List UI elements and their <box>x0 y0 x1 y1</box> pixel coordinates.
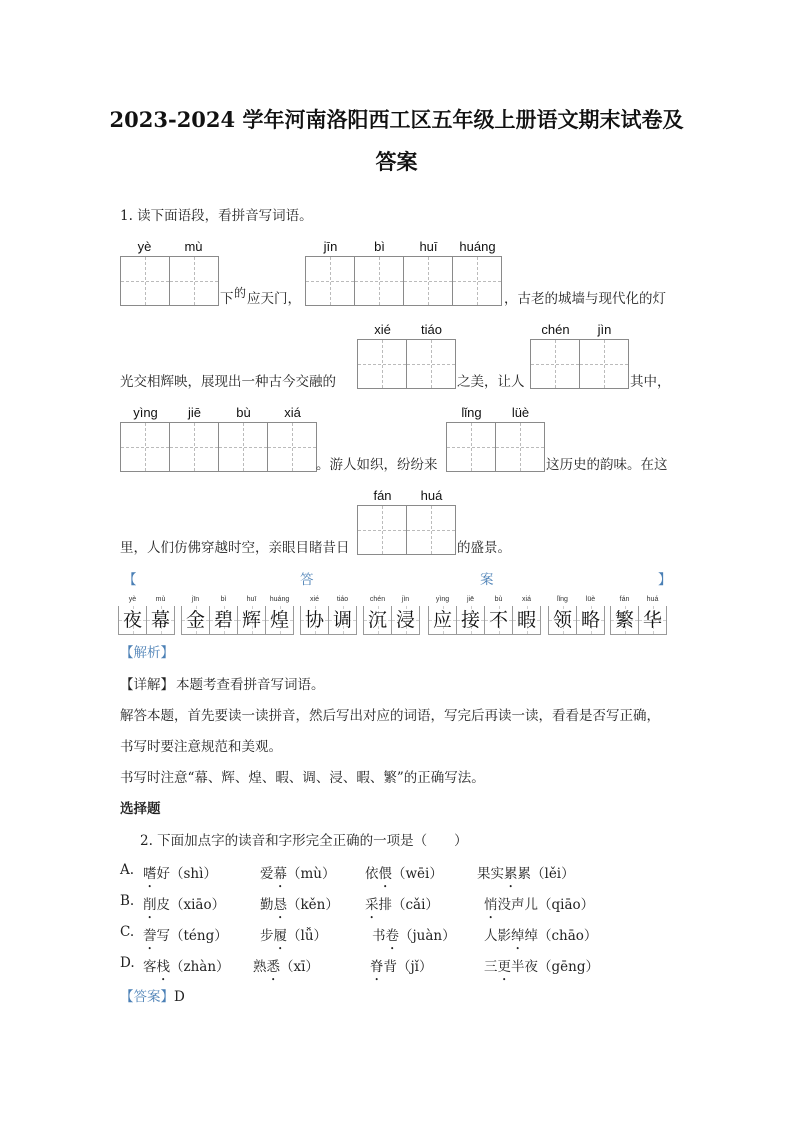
answer-cell <box>392 596 419 634</box>
answer-char: 沉 <box>367 609 387 631</box>
writing-grid-jinbihuihuang[interactable] <box>305 256 502 306</box>
answer-pinyin: huá <box>646 596 659 603</box>
passage-text: ，古老的城墙与现代化的灯 <box>504 291 666 307</box>
pinyin-label: jìn <box>597 322 612 337</box>
dotted-char: 削 <box>143 897 157 913</box>
writing-cell[interactable] <box>170 257 218 305</box>
answer-cell <box>457 596 485 634</box>
answer-cell <box>611 596 639 634</box>
writing-cell[interactable] <box>170 423 219 471</box>
answer-pinyin: jīn <box>191 596 200 603</box>
writing-cell[interactable] <box>407 340 455 388</box>
answer-char: 调 <box>332 609 352 631</box>
document-title-line1: 2023-2024 学年河南洛阳西工区五年级上册语文期末试卷及 <box>109 107 684 132</box>
answer-cell <box>301 596 329 634</box>
pinyin-label: jiē <box>187 405 201 420</box>
answer-cell <box>238 596 266 634</box>
answer-value: D <box>174 989 185 1005</box>
answer-header-char: 答 <box>300 572 314 588</box>
section-heading: 选择题 <box>120 801 161 817</box>
writing-grid-yingjiebuxia[interactable] <box>120 422 317 472</box>
answer-group <box>181 596 294 635</box>
option-a-item: 爱幕（mù） <box>260 866 336 882</box>
option-c-label[interactable]: C. <box>120 924 135 940</box>
question2-prompt: 2. 下面加点字的读音和字形完全正确的一项是（ ） <box>140 833 468 849</box>
answer-cell <box>429 596 457 634</box>
answer-pinyin: lǐng <box>557 596 568 603</box>
dotted-char: 更 <box>497 959 511 975</box>
answer-group <box>118 596 175 635</box>
pinyin-label: jīn <box>323 239 338 254</box>
answer-char: 协 <box>304 609 324 631</box>
explanation-line: 书写时注意“幕、辉、煌、暇、调、浸、暇、繁”的正确写法。 <box>120 770 485 786</box>
answer-cell <box>210 596 238 634</box>
pinyin-label: bù <box>236 405 251 420</box>
writing-cell[interactable] <box>580 340 628 388</box>
answer-cell <box>182 596 210 634</box>
dotted-char: 绰 <box>511 928 525 944</box>
answer-pinyin: xié <box>310 596 319 603</box>
option-d-item: 熟悉（xī） <box>253 959 319 975</box>
option-c-item: 步履（lǚ） <box>260 928 328 944</box>
pinyin-label: yè <box>137 239 152 254</box>
writing-cell[interactable] <box>358 506 407 554</box>
answer-pinyin: bù <box>494 596 503 603</box>
dotted-char: 脊 <box>370 959 384 975</box>
explanation-line: 解答本题，首先要读一读拼音，然后写出对应的词语，写完后再读一读，看看是否写正确， <box>120 708 660 724</box>
dotted-char: 悄 <box>484 897 498 913</box>
option-b-item: 削皮（xiāo） <box>143 897 226 913</box>
writing-cell[interactable] <box>453 257 501 305</box>
answer-char: 接 <box>460 609 480 631</box>
writing-grid-chenjin[interactable] <box>530 339 629 389</box>
pinyin-label: fán <box>373 488 392 503</box>
detail-label: 【详解】 <box>120 677 174 693</box>
passage-text: 里，人们仿佛穿越时空，亲眼目睹昔日 <box>120 540 350 556</box>
writing-cell[interactable] <box>447 423 496 471</box>
passage-text: 的盛景。 <box>457 540 511 556</box>
answer-pinyin: yìng <box>435 596 450 603</box>
pinyin-label: huáng <box>459 239 496 254</box>
pinyin-label: huá <box>420 488 443 503</box>
writing-cell[interactable] <box>404 257 453 305</box>
writing-cell[interactable] <box>358 340 407 388</box>
pinyin-label: lüè <box>511 405 530 420</box>
answer-bracket-right: 】 <box>658 572 672 588</box>
option-a-item: 依偎（wēi） <box>365 866 443 882</box>
answer-group <box>300 596 357 635</box>
answer-char: 不 <box>488 609 508 631</box>
passage-text: 光交相辉映，展现出一种古今交融的 <box>120 374 336 390</box>
pinyin-label: xié <box>374 322 391 337</box>
option-a-item: 果实累累（lěi） <box>477 866 575 882</box>
dotted-char: 卷 <box>385 928 399 944</box>
dotted-char: 悉 <box>266 959 280 975</box>
option-c-item: 誊写（téng） <box>143 928 228 944</box>
answer-pinyin: jiē <box>466 596 474 603</box>
passage-text: 。游人如织，纷纷来 <box>316 457 438 473</box>
pinyin-label: bì <box>374 239 385 254</box>
writing-cell[interactable] <box>268 423 316 471</box>
pinyin-label: tiáo <box>421 322 442 337</box>
answer-cell <box>513 596 540 634</box>
option-c-item: 人影绰绰（chāo） <box>484 928 598 944</box>
pinyin-label: xiá <box>284 405 301 420</box>
answer-label: 【答案】 <box>120 989 174 1005</box>
answer-char: 碧 <box>213 609 233 631</box>
answer-char: 暇 <box>516 609 536 631</box>
writing-cell[interactable] <box>121 423 170 471</box>
passage-text: 下 <box>220 291 234 307</box>
question1-prompt: 1. 读下面语段，看拼音写词语。 <box>120 208 313 224</box>
writing-cell[interactable] <box>407 506 455 554</box>
option-a-item: 嗜好（shì） <box>143 866 217 882</box>
answer-cell <box>639 596 666 634</box>
answer-pinyin: lüè <box>585 596 596 603</box>
passage-text: 应天门， <box>247 291 301 307</box>
detail-text: 本题考查看拼音写词语。 <box>176 677 325 693</box>
dotted-char: 累 <box>504 866 518 882</box>
dotted-char: 恳 <box>273 897 287 913</box>
option-d-label[interactable]: D. <box>120 955 135 971</box>
dotted-char: 采 <box>365 897 379 913</box>
answer-char: 浸 <box>395 609 415 631</box>
answer-pinyin: chén <box>369 596 386 603</box>
passage-text: 的 <box>234 286 247 300</box>
explanation-line: 书写时要注意规范和美观。 <box>120 739 282 755</box>
option-d-item: 脊背（jǐ） <box>370 959 433 975</box>
writing-cell[interactable] <box>121 257 170 305</box>
answer-cell <box>147 596 174 634</box>
answer-char: 华 <box>642 609 662 631</box>
writing-grid-linglue[interactable] <box>446 422 545 472</box>
passage-text: 这历史的韵味。在这 <box>546 457 668 473</box>
writing-cell[interactable] <box>496 423 544 471</box>
dotted-char: 履 <box>273 928 287 944</box>
answer-group <box>610 596 667 635</box>
writing-grid-fanhua[interactable] <box>357 505 456 555</box>
option-c-item: 书卷（juàn） <box>372 928 456 944</box>
answer-char: 金 <box>185 609 205 631</box>
dotted-char: 誊 <box>143 928 157 944</box>
pinyin-label: lǐng <box>461 405 482 420</box>
option-a-label[interactable]: A. <box>120 862 135 878</box>
writing-grid-yemu[interactable] <box>120 256 219 306</box>
dotted-char: 嗜 <box>143 866 157 882</box>
analysis-label: 【解析】 <box>120 645 174 661</box>
answer-pinyin: tiáo <box>336 596 349 603</box>
answer-cell <box>577 596 604 634</box>
option-d-item: 三更半夜（gēng） <box>484 959 599 975</box>
option-d-item: 客栈（zhàn） <box>143 959 230 975</box>
answer-pinyin: jìn <box>401 596 410 603</box>
writing-cell[interactable] <box>306 257 355 305</box>
answer-cell <box>549 596 577 634</box>
answer-header-char: 案 <box>480 572 494 588</box>
option-b-item: 悄没声儿（qiāo） <box>484 897 595 913</box>
pinyin-label: yìng <box>133 405 158 420</box>
question2-answer <box>120 989 185 1005</box>
answer-pinyin: huáng <box>269 596 290 603</box>
answer-char: 夜 <box>122 609 142 631</box>
answer-pinyin: mù <box>155 596 166 603</box>
dotted-char: 偎 <box>378 866 392 882</box>
answer-char: 幕 <box>150 609 170 631</box>
answer-group <box>428 596 541 635</box>
option-b-item: 勤恳（kěn） <box>260 897 339 913</box>
answer-char: 繁 <box>614 609 634 631</box>
pinyin-label: chén <box>541 322 570 337</box>
answer-pinyin: yè <box>128 596 137 603</box>
answer-pinyin: huī <box>246 596 257 603</box>
dotted-char: 幕 <box>273 866 287 882</box>
option-b-label[interactable]: B. <box>120 893 135 909</box>
answer-cell <box>329 596 356 634</box>
answer-char: 辉 <box>241 609 261 631</box>
answer-cell <box>266 596 293 634</box>
passage-text: 其中， <box>630 374 671 390</box>
dotted-char: 栈 <box>156 959 170 975</box>
answer-group <box>548 596 605 635</box>
passage-text: 之美，让人 <box>457 374 525 390</box>
document-title-line2: 答案 <box>375 149 418 174</box>
writing-cell[interactable] <box>219 423 268 471</box>
pinyin-label: mù <box>184 239 203 254</box>
pinyin-label: huī <box>419 239 438 254</box>
answer-char: 煌 <box>269 609 289 631</box>
answer-char: 略 <box>580 609 600 631</box>
option-b-item: 采排（cǎi） <box>365 897 439 913</box>
answer-char: 领 <box>552 609 572 631</box>
answer-group <box>363 596 420 635</box>
answer-pinyin: fán <box>619 596 630 603</box>
answer-pinyin: xiá <box>522 596 531 603</box>
answer-pinyin: bì <box>220 596 227 603</box>
writing-cell[interactable] <box>531 340 580 388</box>
answer-cell <box>119 596 147 634</box>
writing-cell[interactable] <box>355 257 404 305</box>
answer-char: 应 <box>432 609 452 631</box>
answer-cell <box>364 596 392 634</box>
answer-cell <box>485 596 513 634</box>
writing-grid-xietiao[interactable] <box>357 339 456 389</box>
answer-bracket-left: 【 <box>123 572 137 588</box>
